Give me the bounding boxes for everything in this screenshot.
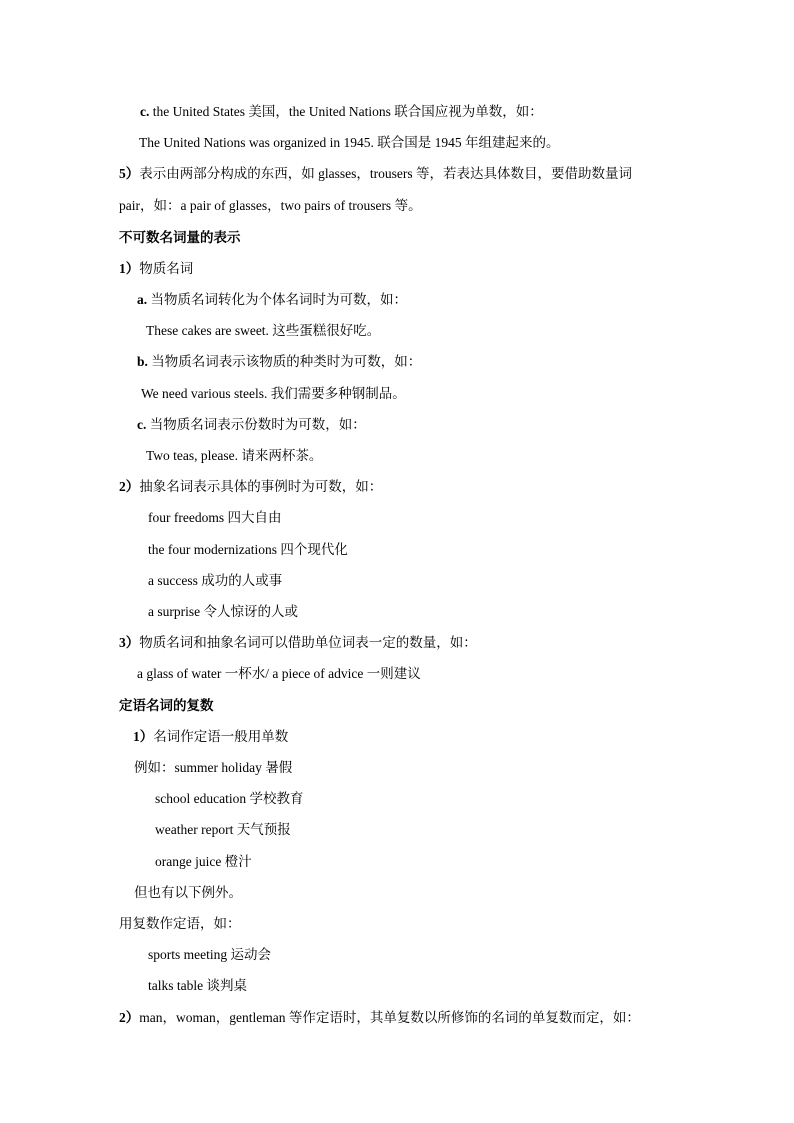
line-text: 物质名词	[139, 261, 194, 276]
line-text: 当物质名词表示份数时为可数，如：	[149, 417, 366, 432]
text-line	[139, 134, 559, 152]
text-line	[134, 884, 242, 902]
text-line	[119, 915, 241, 933]
text-line	[119, 478, 382, 496]
text-line	[134, 759, 292, 777]
list-marker: 5）	[119, 166, 140, 181]
line-text: 抽象名词表示具体的事例时为可数，如：	[139, 479, 383, 494]
line-text: 例如：summer holiday 暑假	[134, 760, 293, 775]
line-text: 名词作定语一般用单数	[153, 729, 289, 744]
line-text: orange juice 橙汁	[155, 854, 252, 869]
line-text: a glass of water 一杯水/ a piece of advice 一则建议	[137, 666, 421, 681]
text-line	[155, 790, 303, 808]
heading-text: 定语名词的复数	[119, 698, 214, 713]
text-line	[148, 509, 281, 527]
line-text: These cakes are sweet. 这些蛋糕很好吃。	[146, 323, 381, 338]
text-line	[148, 541, 348, 559]
text-line	[155, 821, 291, 839]
line-text: four freedoms 四大自由	[148, 510, 282, 525]
line-text: the four modernizations 四个现代化	[148, 542, 348, 557]
text-line	[119, 165, 632, 183]
line-text: man，woman，gentleman 等作定语时，其单复数以所修饰的名词的单复数而定，如：	[139, 1010, 640, 1025]
line-text: 物质名词和抽象名词可以借助单位词表一定的数量，如：	[139, 635, 477, 650]
list-marker: 1）	[133, 729, 154, 744]
list-marker: a.	[137, 292, 151, 307]
text-line	[148, 946, 271, 964]
text-line	[146, 322, 380, 340]
list-marker: c.	[140, 104, 153, 119]
line-text: sports meeting 运动会	[148, 947, 271, 962]
section-heading	[119, 229, 241, 247]
section-heading	[119, 697, 214, 715]
text-line	[148, 977, 247, 995]
line-text: Two teas, please. 请来两杯茶。	[146, 448, 323, 463]
text-line	[137, 416, 366, 434]
text-line	[119, 634, 477, 652]
text-line	[146, 447, 322, 465]
line-text: 但也有以下例外。	[134, 885, 242, 900]
text-line	[141, 385, 406, 403]
line-text: weather report 天气预报	[155, 822, 291, 837]
text-line	[137, 665, 421, 683]
list-marker: 3）	[119, 635, 140, 650]
text-line	[140, 103, 543, 121]
line-text: The United Nations was organized in 1945. 联合国是 1945 年组建起来的。	[139, 135, 560, 150]
text-line	[155, 853, 252, 871]
line-text: a success 成功的人或事	[148, 573, 283, 588]
text-line	[137, 291, 407, 309]
line-text: 用复数作定语，如：	[119, 916, 241, 931]
list-marker: c.	[137, 417, 150, 432]
line-text: 表示由两部分构成的东西，如 glasses，trousers 等，若表达具体数目，要借助数量词	[139, 166, 632, 181]
text-line	[133, 728, 288, 746]
text-line	[119, 260, 193, 278]
line-text: pair，如：a pair of glasses，two pairs of trousers 等。	[119, 198, 422, 213]
line-text: 当物质名词转化为个体名词时为可数，如：	[150, 292, 407, 307]
list-marker: 1）	[119, 261, 140, 276]
list-marker: 2）	[119, 1010, 140, 1025]
list-marker: 2）	[119, 479, 140, 494]
line-text: school education 学校教育	[155, 791, 304, 806]
line-text: the United States 美国，the United Nations 联合国应视为单数，如：	[152, 104, 543, 119]
heading-text: 不可数名词量的表示	[119, 230, 241, 245]
text-line	[148, 572, 282, 590]
text-line	[119, 197, 422, 215]
text-line	[119, 1009, 640, 1027]
line-text: a surprise 令人惊讶的人或	[148, 604, 298, 619]
line-text: talks table 谈判桌	[148, 978, 247, 993]
line-text: 当物质名词表示该物质的种类时为可数，如：	[151, 354, 422, 369]
text-line	[148, 603, 298, 621]
text-line	[137, 353, 421, 371]
line-text: We need various steels. 我们需要多种钢制品。	[141, 386, 406, 401]
list-marker: b.	[137, 354, 152, 369]
